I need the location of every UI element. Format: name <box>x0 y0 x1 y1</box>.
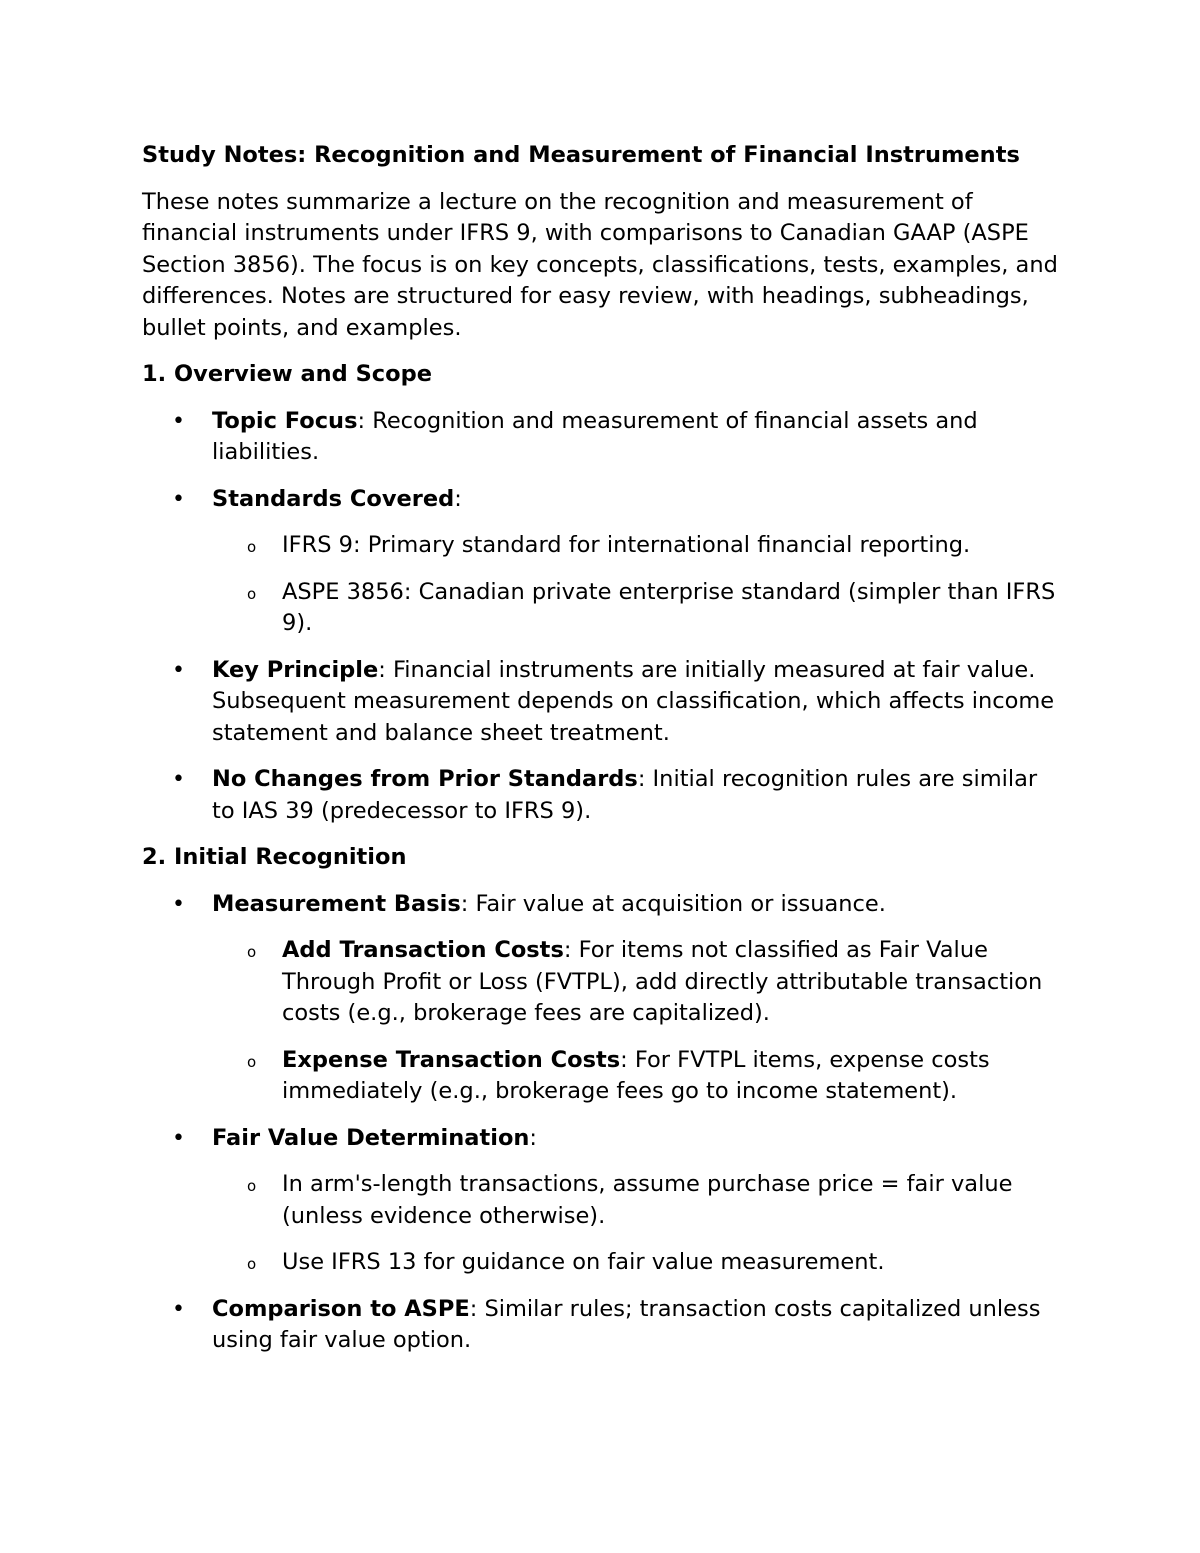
sub-bullet-icon: o <box>247 1052 257 1071</box>
sub-item-label: Add Transaction Costs <box>282 937 564 963</box>
bullet-icon: • <box>172 408 185 434</box>
bullet-icon: • <box>172 486 185 512</box>
sub-list <box>212 935 1062 1108</box>
list-item <box>142 1123 1062 1279</box>
sub-bullet-icon: o <box>247 943 257 961</box>
sub-item-text: IFRS 9: Primary standard for international financial reporting. <box>282 532 971 558</box>
sub-bullet-icon: o <box>247 538 257 556</box>
sub-list-item <box>212 1247 1062 1279</box>
bullet-icon: • <box>172 1296 185 1322</box>
item-label: Comparison to ASPE <box>212 1295 470 1322</box>
list-item <box>142 764 1062 827</box>
sub-item-text: In arm's-length transactions, assume purchase price = fair value (unless evidence otherwise). <box>282 1171 1013 1229</box>
intro-paragraph: These notes summarize a lecture on the recognition and measurement of financial instruments under IFRS 9, with comparisons to Canadian GAAP (ASPE Section 3856). The focus is on key concepts, classifications, tests, examples, and differences. Notes are structured for easy review, with headings, subheadings, bullet points, and examples. <box>142 188 1058 341</box>
sub-list-item <box>212 1045 1062 1108</box>
sub-list-item <box>212 935 1062 1030</box>
item-text: : <box>454 485 462 512</box>
item-label: No Changes from Prior Standards <box>212 766 638 792</box>
list-item <box>142 889 1062 1108</box>
bullet-icon: • <box>172 1125 185 1151</box>
bullet-icon: • <box>172 657 185 683</box>
bullet-list <box>142 406 1062 828</box>
item-label: Measurement Basis <box>212 890 461 917</box>
sub-bullet-icon: o <box>247 1255 257 1273</box>
item-label: Topic Focus <box>212 407 358 434</box>
sub-bullet-icon: o <box>247 1177 257 1195</box>
item-text: : <box>529 1124 538 1151</box>
list-item <box>142 1294 1062 1357</box>
sub-list-item <box>212 1169 1062 1232</box>
sub-list <box>212 530 1062 640</box>
list-item <box>142 655 1062 750</box>
bullet-icon: • <box>172 891 185 917</box>
item-text: : Fair value at acquisition or issuance. <box>460 890 886 917</box>
sub-list-item <box>212 577 1062 640</box>
item-label: Key Principle <box>212 656 379 683</box>
sub-item-label: Expense Transaction Costs <box>282 1046 621 1073</box>
bullet-list <box>142 889 1062 1357</box>
sub-item-text: Use IFRS 13 for guidance on fair value measurement. <box>282 1249 885 1275</box>
list-item <box>142 406 1062 469</box>
sub-item-text: : For items not classified as Fair Value Through Profit or Loss (FVTPL), add directly attributable transaction costs (e.g., brokerage fees are capitalized). <box>282 937 1043 1026</box>
item-text: : Initial recognition rules are similar to IAS 39 (predecessor to IFRS 9). <box>212 766 1038 824</box>
sub-item-text: ASPE 3856: Canadian private enterprise standard (simpler than IFRS 9). <box>282 578 1056 636</box>
list-item <box>142 484 1062 640</box>
item-label: Standards Covered <box>212 485 455 512</box>
sub-item-text: : For FVTPL items, expense costs immediately (e.g., brokerage fees go to income statement). <box>282 1046 990 1104</box>
bullet-icon: • <box>172 767 185 792</box>
item-text: : Financial instruments are initially measured at fair value. Subsequent measurement depends on classification, which affects income statement and balance sheet treatment. <box>212 656 1055 746</box>
section-heading: 2. Initial Recognition <box>142 844 407 870</box>
sub-list <box>212 1169 1062 1279</box>
item-text: : Similar rules; transaction costs capitalized unless using fair value option. <box>212 1295 1041 1353</box>
document-page <box>142 140 1062 1372</box>
sub-bullet-icon: o <box>247 584 257 603</box>
item-text: : Recognition and measurement of financial assets and liabilities. <box>212 407 978 465</box>
sub-list-item <box>212 530 1062 562</box>
section-heading: 1. Overview and Scope <box>142 361 432 387</box>
item-label: Fair Value Determination <box>212 1124 530 1151</box>
document-title: Study Notes: Recognition and Measurement of Financial Instruments <box>142 142 1020 168</box>
